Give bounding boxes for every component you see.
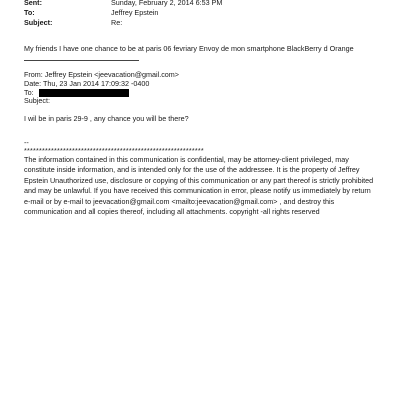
quoted-from-line: From: Jeffrey Epstein <jeevacation@gmail.com> bbox=[24, 70, 179, 79]
sent-row bbox=[24, 0, 222, 7]
sent-label: Sent: bbox=[24, 0, 42, 7]
separator-dashes: -- bbox=[24, 138, 29, 147]
to-value: Jeffrey Epstein bbox=[111, 8, 159, 17]
reply-message: My friends I have one chance to be at paris 06 fevriary Envoy de mon smartphone BlackBerry d Orange bbox=[24, 44, 354, 53]
quoted-date-line: Date: Thu, 23 Jan 2014 17:09:32 -0400 bbox=[24, 79, 150, 88]
subject-row bbox=[24, 18, 122, 27]
redaction-box bbox=[39, 89, 129, 97]
quoted-subject-label: Subject: bbox=[24, 96, 50, 105]
to-row bbox=[24, 8, 158, 17]
quote-divider-rule bbox=[24, 60, 139, 61]
subject-label: Subject: bbox=[24, 18, 53, 27]
quoted-subject-line bbox=[24, 96, 50, 105]
confidentiality-disclaimer: The information contained in this communication is confidential, may be attorney-client privileged, may constitute inside information, and is intended only for the use of the addressee. It is the property of Jeffrey Epstein Unauthorized use, disclosure or copying of this communication or any part thereof is strictly prohibited and may be unlawful. If you have received this communication in error, please notify us immediately by return e-mail or by e-mail to jeevacation@gmail.com <mailto:jeevacation@gmail.com> , and destroy this communication and all copies thereof, including all attachments. copyright -all rights reserved bbox=[24, 155, 374, 217]
subject-value: Re: bbox=[111, 18, 123, 27]
quoted-message: I wil be in paris 29-9 , any chance you will be there? bbox=[24, 114, 189, 123]
separator-stars: ************************************************************ bbox=[24, 146, 204, 155]
sent-value: Sunday, February 2, 2014 6:53 PM bbox=[111, 0, 223, 7]
quoted-to-label: To: bbox=[24, 88, 34, 97]
to-label: To: bbox=[24, 8, 35, 17]
